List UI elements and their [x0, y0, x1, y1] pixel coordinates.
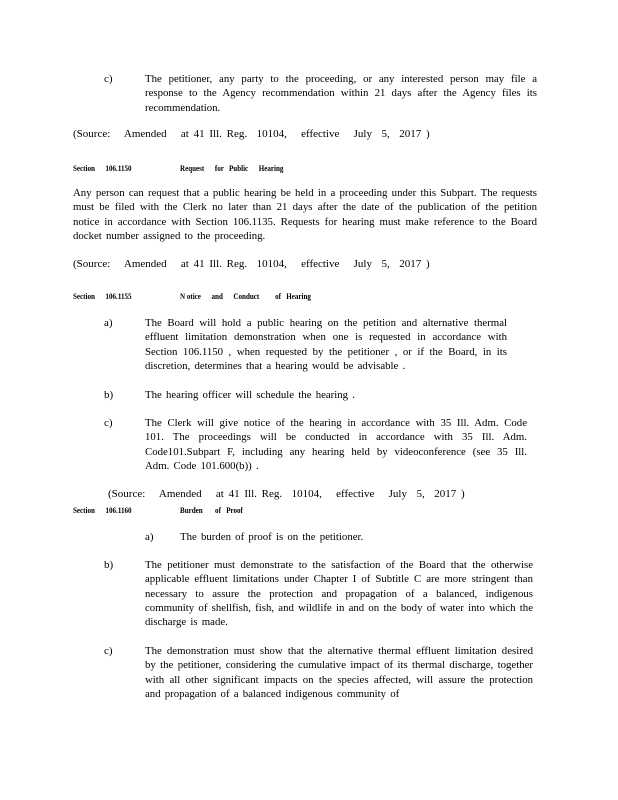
item-label: a) — [145, 531, 154, 543]
item-text: The demonstration must show that the alternative thermal effluent limitation desired by the petitioner, considering the cumulative impact of its thermal discharge, together with all other significant impacts on the species affected, will assure the protection and propagation of a balanced indigenous community of — [145, 645, 533, 700]
item-label: b) — [104, 559, 114, 571]
section-paragraph: Any person can request that a public hearing be held in a proceeding under this Subpart. The requests must be filed with the Clerk no later than 21 days after the date of the publication of the petition notice in accordance with Section 106.1135. Requests for hearing must make reference to the Board docket number assigned to the proceeding. — [73, 187, 537, 242]
item-label: c) — [104, 73, 113, 85]
item-label: a) — [104, 317, 113, 329]
section-number: Section 106.1150 — [73, 163, 132, 173]
item-text: The petitioner, any party to the proceeding, or any interested person may file a response to the Agency recommendation within 21 days after the Agency files its recommendation. — [145, 73, 537, 114]
item-text: The hearing officer will schedule the hearing . — [145, 389, 355, 401]
section-number: Section 106.1155 — [73, 291, 132, 301]
section-number: Section 106.1160 — [73, 505, 132, 515]
item-label: c) — [104, 645, 113, 657]
item-label: c) — [104, 417, 113, 429]
section-title: Burden of Proof — [180, 505, 243, 515]
section-title: Request for Public Hearing — [180, 163, 284, 173]
source-note: (Source: Amended at 41 Ill. Reg. 10104, effective July 5, 2017 ) — [73, 258, 430, 270]
item-text: The Board will hold a public hearing on the petition and alternative thermal effluent limitation demonstration when one is requested in accordance with Section 106.1150 , when requested by the petitioner , or if the Board, in its discretion, determines that a hearing would be advisable . — [145, 317, 507, 372]
item-text: The burden of proof is on the petitioner. — [180, 531, 364, 543]
item-label: b) — [104, 389, 114, 401]
section-title: N otice and Conduct of Hearing — [180, 291, 311, 301]
item-text: The petitioner must demonstrate to the satisfaction of the Board that the otherwise applicable effluent limitations under Chapter I of Subtitle C are more stringent than necessary to assure the protection and propagation of a balanced, indigenous community of shellfish, fish, and wildlife in and on the body of water into which the discharge is made. — [145, 559, 533, 629]
item-text: The Clerk will give notice of the hearing in accordance with 35 Ill. Adm. Code 101. The proceedings will be conducted in accordance with 35 Ill. Adm. Code101.Subpart F, including any hearing held by videoconference (see 35 Ill. Adm. Code 101.600(b)) . — [145, 417, 527, 472]
source-note: (Source: Amended at 41 Ill. Reg. 10104, effective July 5, 2017 ) — [108, 488, 465, 500]
source-note: (Source: Amended at 41 Ill. Reg. 10104, effective July 5, 2017 ) — [73, 128, 430, 140]
